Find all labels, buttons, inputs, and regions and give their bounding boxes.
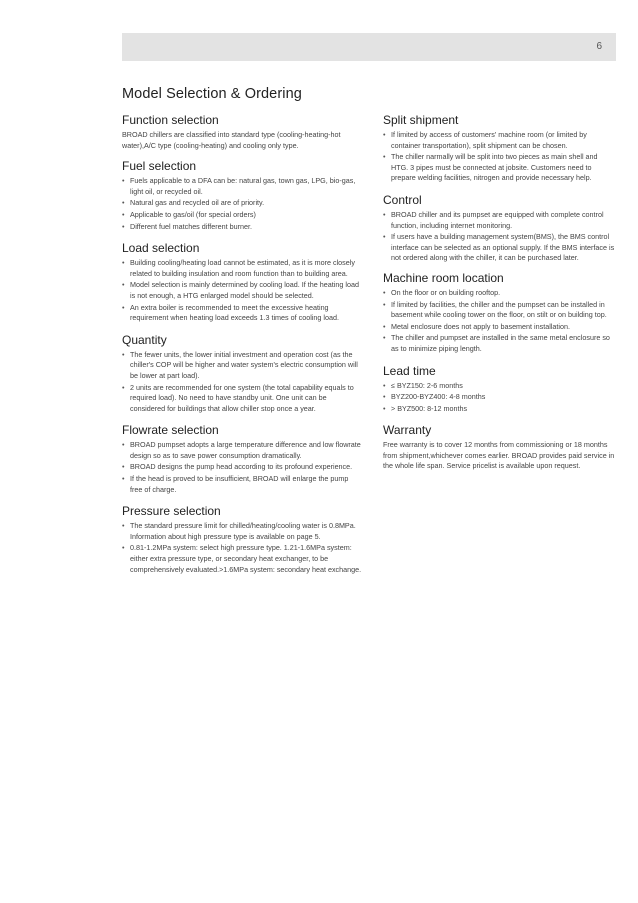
- split-shipment-heading: Split shipment: [383, 113, 459, 127]
- quantity-heading: Quantity: [122, 332, 167, 347]
- page-title: Model Selection & Ordering: [122, 86, 302, 102]
- list-item: • > BYZ500: 8-12 months: [383, 404, 616, 415]
- left-column: [122, 113, 362, 576]
- list-item: • ≤ BYZ150: 2-6 months: [383, 381, 616, 392]
- quantity-section: [122, 333, 362, 415]
- split-shipment-list: [383, 130, 616, 184]
- flowrate-selection-heading: Flowrate selection: [122, 423, 219, 438]
- list-item: • If users have a building management system(BMS), the BMS control interface can be selected as an optional supply. If the BMS interface is not ordered along with the chiller, it can be purchased later.: [383, 232, 616, 264]
- split-shipment-section: [383, 113, 616, 184]
- machine-room-section: [383, 271, 616, 355]
- control-section: [383, 193, 616, 264]
- list-item: • An extra boiler is recommended to meet the excessive heating requirement when heating load exceeds 1.3 times of cooling load.: [122, 303, 362, 324]
- list-item: • The chiller narmally will be split into two pieces as main shell and HTG. 3 pipes must be connected at jobsite. Customers need to prepare welding facilities, nitrogen and provide necessary help.: [383, 152, 616, 184]
- right-column: [383, 113, 616, 472]
- lead-time-heading: Lead time: [383, 363, 436, 378]
- list-item: • Natural gas and recycled oil are of priority.: [122, 198, 362, 209]
- list-item: • BROAD pumpset adopts a large temperature difference and low flowrate design so as to save power consumption dramatically.: [122, 440, 362, 461]
- function-selection-heading: Function selection: [122, 113, 219, 127]
- list-item: • Model selection is mainly determined by cooling load. If the heating load is not enough, a HTG enlarged model should be selected.: [122, 280, 362, 301]
- list-item: • BROAD designs the pump head according to its profound experience.: [122, 462, 362, 473]
- list-item: • 2 units are recommended for one system (the total capability equals to required load). No need to have standby unit. One unit can be considered for buildings that allow chiller stop once a year.: [122, 383, 362, 415]
- load-selection-section: [122, 241, 362, 324]
- list-item: • Building cooling/heating load cannot be estimated, as it is more closely related to building insulation and room function than to building area.: [122, 258, 362, 279]
- list-item: • BROAD chiller and its pumpset are equipped with complete control function, including internet monitoring.: [383, 210, 616, 231]
- function-selection-text: BROAD chillers are classified into standard type (cooling-heating-hot water),A/C type (cooling-heating) and cooling only type.: [122, 130, 341, 150]
- fuel-selection-section: [122, 159, 362, 232]
- list-item: • Applicable to gas/oil (for special orders): [122, 210, 362, 221]
- lead-time-list: [383, 381, 616, 415]
- lead-time-section: [383, 364, 616, 415]
- page-number: 6: [596, 41, 602, 52]
- list-item: • Different fuel matches different burner.: [122, 222, 362, 233]
- fuel-selection-heading: Fuel selection: [122, 159, 197, 174]
- function-selection-section: [122, 113, 362, 151]
- warranty-heading: Warranty: [383, 423, 432, 438]
- header-bar: [122, 33, 616, 61]
- control-list: [383, 210, 616, 264]
- list-item: • BYZ200-BYZ400: 4-8 months: [383, 392, 616, 403]
- flowrate-selection-section: [122, 423, 362, 495]
- flowrate-selection-list: [122, 440, 362, 495]
- list-item: • The chiller and pumpset are installed in the same metal enclosure so as to minimize piping length.: [383, 333, 616, 354]
- list-item: • If limited by access of customers' machine room (or limited by container transportation), split shipment can be chosen.: [383, 130, 616, 151]
- warranty-section: [383, 423, 616, 472]
- list-item: • If the head is proved to be insufficient, BROAD will enlarge the pump free of charge.: [122, 474, 362, 495]
- list-item: • Metal enclosure does not apply to basement installation.: [383, 322, 616, 333]
- list-item: • The standard pressure limit for chilled/heating/cooling water is 0.8MPa. Information about high pressure type is available on page 5.: [122, 521, 362, 542]
- pressure-selection-section: [122, 504, 362, 575]
- list-item: • Fuels applicable to a DFA can be: natural gas, town gas, LPG, bio-gas, light oil, or recycled oil.: [122, 176, 362, 197]
- list-item: • The fewer units, the lower initial investment and operation cost (as the chiller's COP will be higher and water system's electric consumption will be lower at part load).: [122, 350, 362, 382]
- warranty-text: Free warranty is to cover 12 months from commissioning or 18 months from shipment,whichever comes earlier. BROAD provides paid service in the whole life span. Service pricelist is available upon request.: [383, 440, 615, 471]
- list-item: • On the floor or on building rooftop.: [383, 288, 616, 299]
- machine-room-list: [383, 288, 616, 355]
- load-selection-list: [122, 258, 362, 324]
- quantity-list: [122, 350, 362, 415]
- load-selection-heading: Load selection: [122, 241, 200, 256]
- pressure-selection-heading: Pressure selection: [122, 504, 221, 519]
- list-item: • 0.81-1.2MPa system: select high pressure type. 1.21-1.6MPa system: either extra pressure type, or secondary heat exchanger, to be comprehensively evaluated.>1.6MPa system: secondary heat exchange.: [122, 543, 362, 575]
- fuel-selection-list: [122, 176, 362, 232]
- pressure-selection-list: [122, 521, 362, 575]
- control-heading: Control: [383, 192, 422, 207]
- machine-room-heading: Machine room location: [383, 270, 504, 285]
- list-item: • If limited by facilities, the chiller and the pumpset can be installed in basement while cooling tower on the floor, on stilt or on building top.: [383, 300, 616, 321]
